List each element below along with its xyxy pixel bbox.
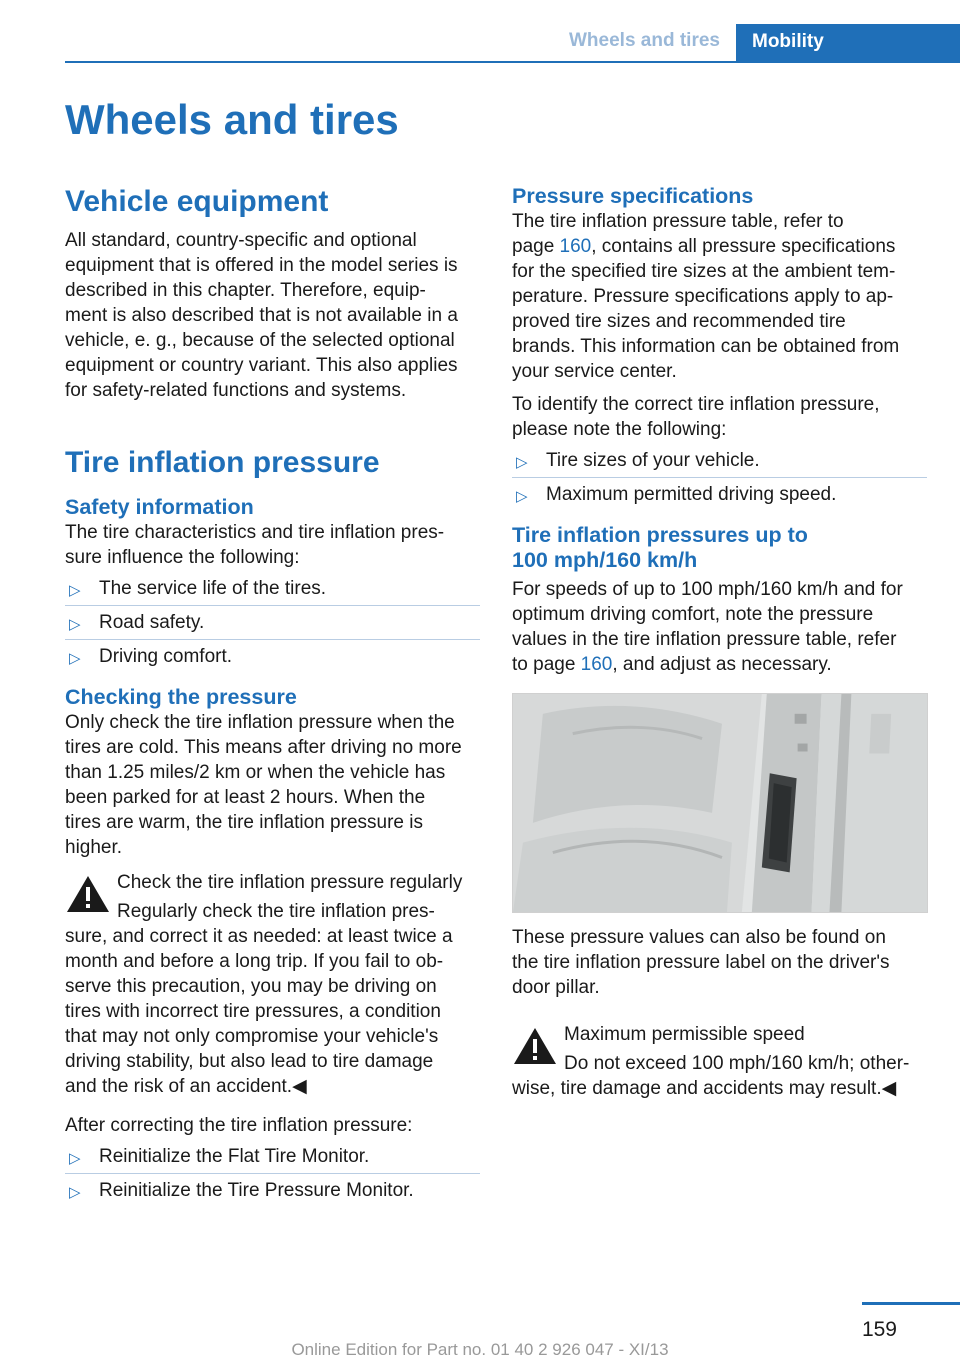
text-line: ment is also described that is not available in a [65,305,458,326]
text-line: vehicle, e. g., because of the selected optional [65,330,455,351]
warning-triangle-icon [512,1026,558,1066]
text-line: higher. [65,837,123,858]
text-line: values in the tire inflation pressure table, refer [512,629,897,650]
text-line: for safety-related functions and systems. [65,380,407,401]
after-correcting-bullet-list [65,1140,480,1207]
text-line: page [512,236,560,257]
text-line: These pressure values can also be found on [512,927,886,948]
list-item [65,640,480,673]
safety-information-text [65,520,480,570]
text-line: perature. Pressure specifications apply to ap- [512,286,894,307]
text-line: that may not only compromise your vehicle's [65,1026,439,1047]
left-column [65,184,480,1207]
pressures-up-to-text [512,577,927,677]
text-line: The tire inflation pressure table, refer to [512,211,844,232]
list-item [65,1174,480,1207]
text-line: driving stability, but also lead to tire damage [65,1051,434,1072]
warning-title: Maximum permissible speed [564,1024,805,1045]
bullet-triangle-icon: ▷ [69,582,81,599]
warning-block [65,870,480,1099]
header-section-title: Wheels and tires [569,30,720,51]
text-line: All standard, country-specific and optional [65,230,417,251]
right-column [512,184,927,1101]
bullet-triangle-icon: ▷ [69,650,81,667]
list-item [65,572,480,606]
text-line: for the specified tire sizes at the ambient tem- [512,261,896,282]
text-line: month and before a long trip. If you fail to ob- [65,951,444,972]
text-line: To identify the correct tire inflation pressure, [512,394,880,415]
list-item [65,606,480,640]
text-line: brands. This information can be obtained from [512,336,900,357]
safety-bullet-list [65,572,480,673]
pressures-up-to-heading [512,523,927,573]
list-item-text: Driving comfort. [99,646,233,667]
list-item [512,478,927,511]
list-item-text: Road safety. [99,612,205,633]
list-item-text: Maximum permitted driving speed. [546,484,837,505]
page-reference-link[interactable]: 160 [580,654,613,675]
bullet-triangle-icon: ▷ [516,488,528,505]
list-item-text: The service life of the tires. [99,578,327,599]
bullet-triangle-icon: ▷ [69,1150,81,1167]
text-line: and the risk of an accident.◀ [65,1076,307,1097]
text-line: For speeds of up to 100 mph/160 km/h and for [512,579,903,600]
bullet-triangle-icon: ▷ [69,616,81,633]
after-correcting-text: After correcting the tire inflation pressure: [65,1115,413,1136]
page-number: 159 [861,1318,897,1341]
edition-footer: Online Edition for Part no. 01 40 2 926 047 - XI/13 [291,1340,669,1359]
text-line: been parked for at least 2 hours. When the [65,787,426,808]
vehicle-equipment-heading: Vehicle equipment [65,185,329,218]
text-line: Only check the tire inflation pressure when the [65,712,455,733]
text-line: The tire characteristics and tire inflation pres- [65,522,445,543]
text-line: described in this chapter. Therefore, equip- [65,280,426,301]
text-line: Regularly check the tire inflation pres- [117,901,435,922]
door-pillar-label-photo [512,693,928,913]
warning-text [512,1022,927,1101]
page-title: Wheels and tires [65,96,399,143]
text-line: tires are cold. This means after driving no more [65,737,462,758]
checking-pressure-text [65,710,480,860]
text-line: to page [512,654,581,675]
text-line: please note the following: [512,419,727,440]
list-item-text: Tire sizes of your vehicle. [546,450,760,471]
safety-information-heading: Safety information [65,495,254,519]
text-line: proved tire sizes and recommended tire [512,311,846,332]
text-line: than 1.25 miles/2 km or when the vehicle has [65,762,446,783]
text-line: the tire inflation pressure label on the driver's [512,952,890,973]
text-line: sure, and correct it as needed: at least twice a [65,926,453,947]
text-line: tires with incorrect tire pressures, a condition [65,1001,441,1022]
pressure-specifications-text [512,209,927,384]
list-item [65,1140,480,1174]
text-line: wise, tire damage and accidents may result.◀ [512,1078,897,1099]
warning-block [512,1022,927,1101]
pressure-specifications-heading: Pressure specifications [512,184,754,208]
text-line: your service center. [512,361,677,382]
label-location-text [512,925,927,1000]
text-line: , contains all pressure specifications [591,236,896,257]
bullet-triangle-icon: ▷ [69,1184,81,1201]
header-rule [65,61,960,63]
footer-rule [862,1302,960,1305]
text-line: Do not exceed 100 mph/160 km/h; other- [564,1053,910,1074]
text-line: tires are warm, the tire inflation pressure is [65,812,423,833]
text-line: equipment that is offered in the model series is [65,255,458,276]
text-line: door pillar. [512,977,600,998]
list-item [512,444,927,478]
text-line: optimum driving comfort, note the pressure [512,604,874,625]
heading-line: Tire inflation pressures up to [512,523,808,547]
vehicle-equipment-text [65,228,480,403]
list-item-text: Reinitialize the Flat Tire Monitor. [99,1146,370,1167]
text-line: sure influence the following: [65,547,300,568]
identify-bullet-list [512,444,927,511]
tire-inflation-pressure-heading: Tire inflation pressure [65,446,380,479]
text-line: equipment or country variant. This also applies [65,355,458,376]
bullet-triangle-icon: ▷ [516,454,528,471]
warning-text [65,870,480,1099]
list-item-text: Reinitialize the Tire Pressure Monitor. [99,1180,414,1201]
warning-title: Check the tire inflation pressure regularly [117,872,463,893]
header-chapter-tab: Mobility [736,24,960,63]
heading-line: 100 mph/160 km/h [512,548,698,572]
text-line: , and adjust as necessary. [612,654,832,675]
page-reference-link[interactable]: 160 [559,236,592,257]
identify-pressure-text [512,392,927,442]
text-line: serve this precaution, you may be driving on [65,976,437,997]
warning-triangle-icon [65,874,111,914]
checking-pressure-heading: Checking the pressure [65,685,297,709]
